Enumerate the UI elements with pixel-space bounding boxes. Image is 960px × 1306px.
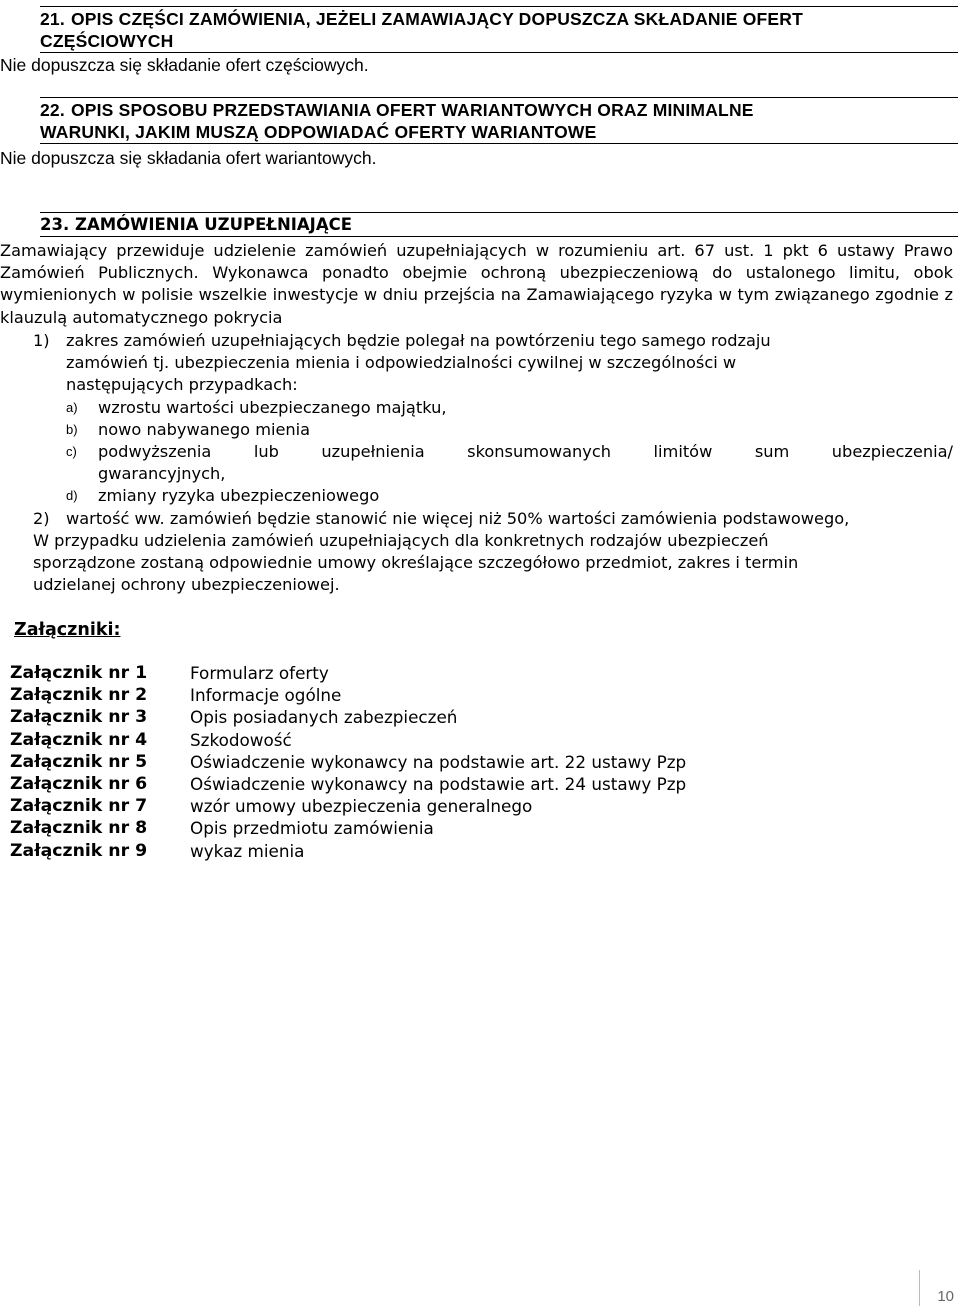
subitem-a-letter: a) (66, 400, 78, 415)
subitem-d-text: zmiany ryzyka ubezpieczeniowego (98, 486, 380, 505)
item-2-line1: wartość ww. zamówień będzie stanowić nie więcej niż 50% wartości zamówienia podstawowego, (66, 509, 850, 528)
item-2-line4: udzielanej ochrony ubezpieczeniowej. (33, 575, 340, 594)
attachment-description: Szkodowość (190, 729, 292, 750)
section-23-number: 23. (40, 215, 70, 234)
attachments-heading: Załączniki: (14, 620, 121, 640)
attachment-description: Oświadczenie wykonawcy na podstawie art. 24 ustawy Pzp (190, 774, 687, 794)
section-21-title-line2: CZĘŚCIOWYCH (40, 31, 174, 51)
item-2-line2: W przypadku udzielenia zamówień uzupełniających dla konkretnych rodzajów ubezpieczeń (33, 531, 769, 550)
section-21-title-line1: OPIS CZĘŚCI ZAMÓWIENIA, JEŻELI ZAMAWIAJĄCY DOPUSZCZA SKŁADANIE OFERT (70, 9, 804, 29)
attachment-label: Załącznik nr 4 (10, 729, 148, 750)
attachment-label: Załącznik nr 6 (10, 774, 148, 794)
attachment-label: Załącznik nr 3 (10, 707, 148, 728)
footer-divider (919, 1270, 920, 1306)
attachment-description: wzór umowy ubezpieczenia generalnego (190, 796, 533, 817)
subitem-c-letter: c) (66, 444, 77, 459)
attachment-label: Załącznik nr 2 (10, 685, 148, 706)
item-1-line1: zakres zamówień uzupełniających będzie polegał na powtórzeniu tego samego rodzaju (66, 331, 771, 350)
section-22-heading (40, 99, 754, 121)
attachment-label: Załącznik nr 9 (10, 840, 148, 861)
subitem-d-letter: d) (66, 488, 78, 503)
subitem-c-text-line2: gwarancyjnych, (98, 464, 226, 483)
attachment-description: Formularz oferty (190, 663, 329, 683)
section-23-heading (40, 214, 352, 236)
section-21-rule (40, 6, 958, 7)
section-22-title-line1: OPIS SPOSOBU PRZEDSTAWIANIA OFERT WARIANTOWYCH ORAZ MINIMALNE (70, 100, 754, 120)
item-1-line3: następujących przypadkach: (66, 375, 298, 394)
section-21-heading (40, 8, 803, 30)
section-22-underline (40, 143, 958, 144)
attachment-description: Oświadczenie wykonawcy na podstawie art. 22 ustawy Pzp (190, 751, 687, 772)
section-23-title: ZAMÓWIENIA UZUPEŁNIAJĄCE (74, 215, 352, 234)
item-1-line2: zamówień tj. ubezpieczenia mienia i odpowiedzialności cywilnej w szczególności w (66, 353, 737, 372)
section-21-number: 21. (40, 9, 65, 29)
attachment-description: wykaz mienia (190, 840, 305, 861)
subitem-a-text: wzrostu wartości ubezpieczanego majątku, (98, 398, 447, 417)
item-2-line3: sporządzone zostaną odpowiednie umowy określające szczegółowo przedmiot, zakres i termin (33, 553, 799, 572)
attachment-description: Opis przedmiotu zamówienia (190, 818, 434, 839)
section-21-body: Nie dopuszcza się składanie ofert częściowych. (0, 55, 369, 75)
item-1-number: 1) (33, 331, 50, 350)
section-23-underline (40, 236, 958, 237)
section-22-title-line2: WARUNKI, JAKIM MUSZĄ ODPOWIADAĆ OFERTY WARIANTOWE (40, 122, 597, 142)
section-22-rule (40, 97, 958, 98)
section-22-number: 22. (40, 100, 65, 120)
attachment-label: Załącznik nr 8 (10, 818, 148, 839)
section-23-body: Zamawiający przewiduje udzielenie zamówień uzupełniających w rozumieniu art. 67 ust. 1 pkt 6 ustawy Prawo Zamówień Publicznych. Wykonawca ponadto obejmie ochroną ubezpieczeniową do ustalonego limitu, obok wymienionych w polisie wszelkie inwestycje w dniu przejścia na Zamawiającego ryzyka w tym związanego zgodnie z klauzulą automatycznego pokrycia (0, 241, 953, 327)
subitem-b-letter: b) (66, 422, 78, 437)
subitem-c-text: podwyższenia lub uzupełnienia skonsumowanych limitów sum ubezpieczenia/ (98, 442, 953, 461)
attachment-label: Załącznik nr 5 (10, 751, 148, 772)
attachment-description: Informacje ogólne (190, 685, 342, 706)
subitem-b-text: nowo nabywanego mienia (98, 420, 311, 439)
attachment-description: Opis posiadanych zabezpieczeń (190, 707, 458, 728)
section-23-rule (40, 212, 958, 213)
attachment-label: Załącznik nr 1 (10, 663, 148, 683)
attachment-label: Załącznik nr 7 (10, 796, 148, 817)
item-2-number: 2) (33, 509, 50, 528)
section-21-underline (40, 52, 958, 53)
page-number: 10 (937, 1288, 954, 1305)
section-22-body: Nie dopuszcza się składania ofert wariantowych. (0, 148, 377, 168)
